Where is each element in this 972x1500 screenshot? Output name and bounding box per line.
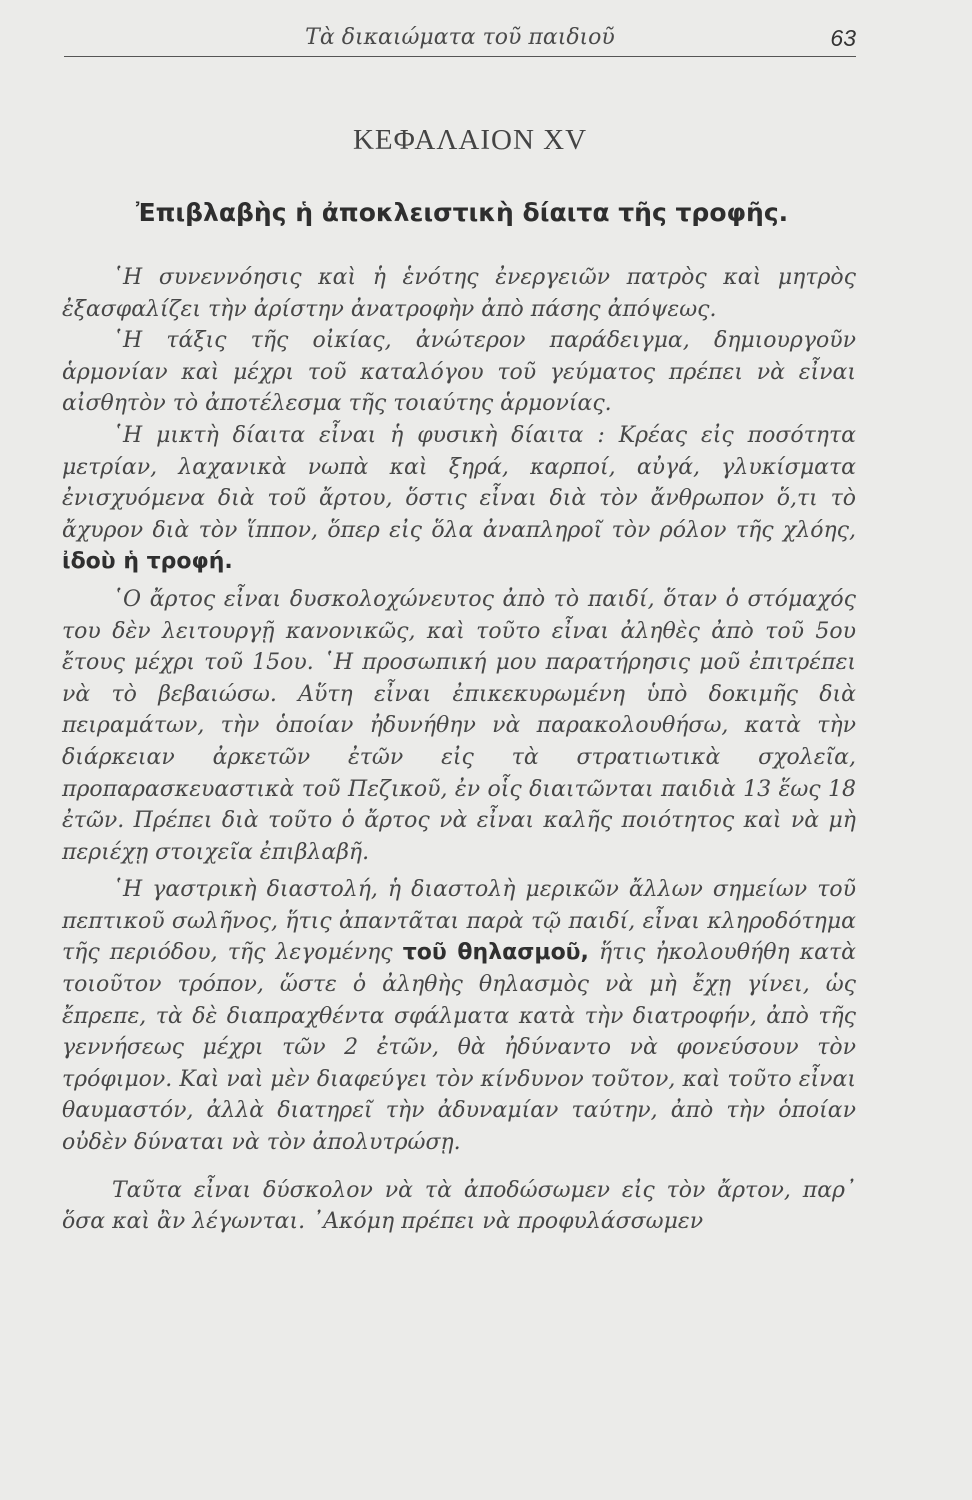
chapter-title: Ἐπιβλαβὴς ἡ ἀποκλειστικὴ δίαιτα τῆς τροφῆς.: [135, 198, 789, 227]
paragraph-1: ῾Η συνεννόησις καὶ ἡ ἑνότης ἐνεργειῶν πατρὸς καὶ μητρὸς ἐξασφαλίζει τὴν ἀρίστην ἀνατροφὴν ἀπὸ πάσης ἀπόψεως.: [62, 265, 856, 322]
body-text: [62, 262, 856, 1238]
paragraph-4: ῾Ο ἄρτος εἶναι δυσκολοχώνευτος ἀπὸ τὸ παιδί, ὅταν ὁ στόμαχός του δὲν λειτουργῇ κανονικῶς, καὶ τοῦτο εἶναι ἀληθὲς ἀπὸ τοῦ 5ου ἔτους μέχρι τοῦ 15ου. ῾Η προσωπική μου παρατήρησις μοῦ ἐπιτρέπει νὰ τὸ βεβαιώσω. Αὕτη εἶναι ἐπικεκυρωμένη ὑπὸ δοκιμῆς διὰ πειραμάτων, τὴν ὁποίαν ἠδυνήθην νὰ παρακολουθήσω, κατὰ τὴν διάρκειαν ἀρκετῶν ἐτῶν εἰς τὰ στρατιωτικὰ σχολεῖα, προπαρασκευαστικὰ τοῦ Πεζικοῦ, ἐν οἷς διαιτῶνται παιδιὰ 13 ἕως 18 ἐτῶν. Πρέπει διὰ τοῦτο ὁ ἄρτος νὰ εἶναι καλῆς ποιότητος καὶ νὰ μὴ περιέχῃ στοιχεῖα ἐπιβλαβῆ.: [62, 586, 856, 865]
chapter-heading: ΚΕΦΑΛΑΙΟΝ XV: [352, 124, 588, 156]
paragraph-5-text-b: ἥτις ἠκολουθήθη κατὰ τοιοῦτον τρόπον, ὥστε ὁ ἀληθὴς θηλασμὸς νὰ μὴ ἔχῃ γίνει, ὡς ἔπρεπε, τὰ δὲ διαπραχθέντα σφάλματα κατὰ τὴν διατροφήν, ἀπὸ τῆς γεννήσεως μέχρι τῶν 2 ἐτῶν, θὰ ἠδύναντο νὰ φονεύσουν τὸν τρόφιμον. Καὶ ναὶ μὲν διαφεύγει τὸν κίνδυνον τοῦτον, καὶ τοῦτο εἶναι θαυμαστόν, ἀλλὰ διατηρεῖ τὴν ἀδυναμίαν ταύτην, ἀπὸ τὴν ὁποίαν οὐδὲν δύναται νὰ τὸν ἀπολυτρώσῃ.: [62, 940, 856, 1156]
emphasis-text: ἰδοὺ ἡ τροφή.: [62, 549, 233, 575]
paragraph-3-text: ῾Η μικτὴ δίαιτα εἶναι ἡ φυσικὴ δίαιτα : Κρέας εἰς ποσότητα μετρίαν, λαχανικὰ νωπὰ καὶ ξηρά, καρποί, αὐγά, γλυκίσματα ἐνισχυόμενα διὰ τοῦ ἄρτου, ὅστις εἶναι διὰ τὸν ἄνθρωπον ὅ,τι τὸ ἄχυρον διὰ τὸν ἵππον, ὅπερ εἰς ὅλα ἀναπληροῖ τὸν ρόλον τῆς χλόης,: [62, 422, 856, 543]
paragraph-3: [62, 420, 856, 578]
paragraph-5-text-a: ῾Η γαστρικὴ διαστολή, ἡ διαστολὴ μερικῶν ἄλλων σημείων τοῦ πεπτικοῦ σωλῆνος, ἥτις ἀπαντᾶται παρὰ τῷ παιδί, εἶναι κληροδότημα τῆς περιόδου, τῆς λεγομένης: [62, 877, 856, 966]
page-number: 63: [830, 25, 856, 51]
emphasis-text: τοῦ θηλασμοῦ,: [402, 940, 589, 966]
running-title: Τὰ δικαιώματα τοῦ παιδιοῦ: [305, 25, 615, 50]
paragraph-5: [62, 874, 856, 1158]
paragraph-2: ῾Η τάξις τῆς οἰκίας, ἀνώτερον παράδειγμα, δημιουργοῦν ἁρμονίαν καὶ μέχρι τοῦ καταλόγου τοῦ γεύματος πρέπει νὰ εἶναι αἰσθητὸν τὸ ἀποτέλεσμα τῆς τοιαύτης ἁρμονίας.: [62, 328, 856, 417]
running-header: [64, 22, 856, 57]
paragraph-6: Ταῦτα εἶναι δύσκολον νὰ τὰ ἀποδώσωμεν εἰς τὸν ἄρτον, παρ᾽ ὅσα καὶ ἂν λέγωνται. ᾽Ακόμη πρέπει νὰ προφυλάσσωμεν: [62, 1177, 856, 1235]
